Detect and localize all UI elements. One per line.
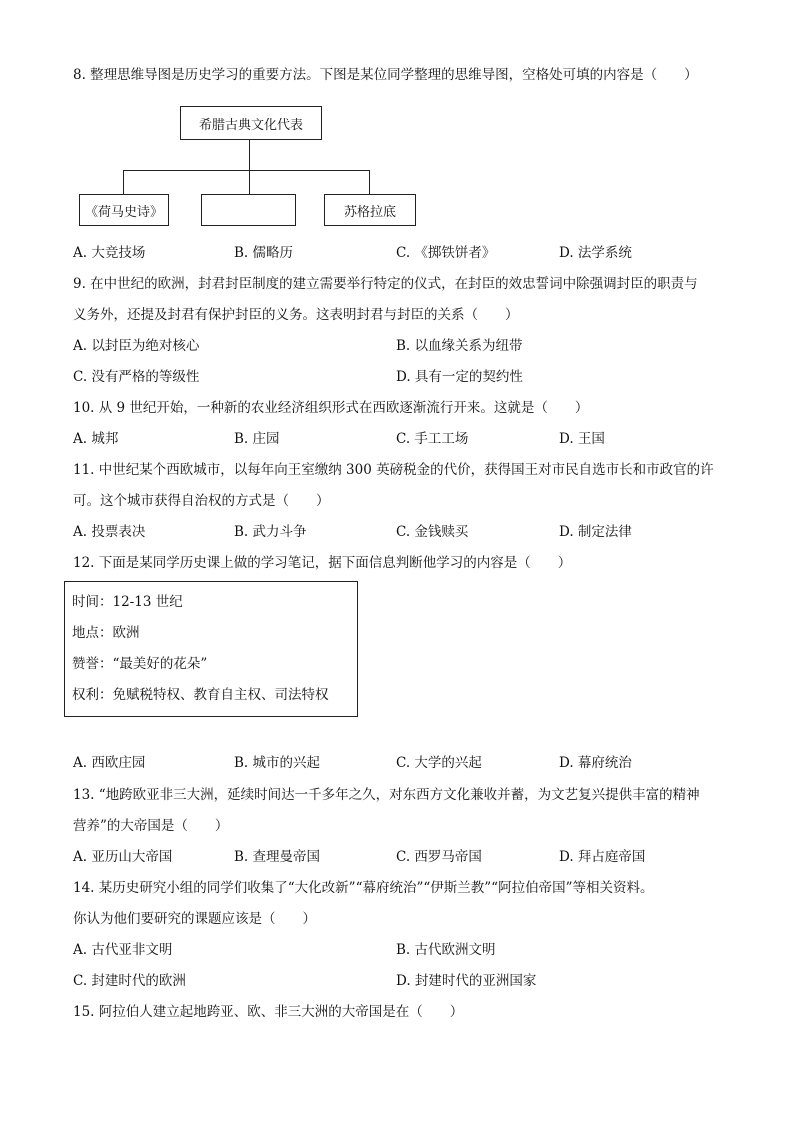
q8-option-c: C. 《掷铁饼者》	[396, 245, 496, 261]
q11-stem-line2: 可。这个城市获得自治权的方式是（ ）	[73, 493, 330, 509]
mindmap-right-node: 苏格拉底	[324, 194, 416, 226]
q8-stem: 8. 整理思维导图是历史学习的重要方法。下图是某位同学整理的思维导图，空格处可填的内容是（ ）	[73, 67, 698, 83]
q14-option-b: B. 古代欧洲文明	[396, 942, 496, 958]
q11-option-c: C. 金钱赎买	[396, 524, 469, 540]
mindmap-connector-vertical	[249, 139, 250, 170]
mindmap-connector-horizontal	[123, 170, 369, 171]
mindmap-blank-node	[201, 194, 296, 226]
note-place: 地点：欧洲	[72, 625, 140, 641]
q14-option-d: D. 封建时代的亚洲国家	[396, 973, 537, 989]
q13-option-b: B. 查理曼帝国	[234, 849, 321, 865]
q10-option-b: B. 庄园	[234, 431, 280, 447]
q8-option-d: D. 法学系统	[559, 245, 632, 261]
q13-option-d: D. 拜占庭帝国	[559, 849, 646, 865]
q11-stem-line1: 11. 中世纪某个西欧城市，以每年向王室缴纳 300 英磅税金的代价，获得国王对市民自选市长和市政官的许	[73, 462, 714, 478]
q12-option-b: B. 城市的兴起	[234, 755, 321, 771]
q14-stem-line2: 你认为他们要研究的课题应该是（ ）	[73, 911, 316, 927]
q11-option-a: A. 投票表决	[73, 524, 146, 540]
q9-option-d: D. 具有一定的契约性	[396, 369, 523, 385]
mindmap-connector-right	[369, 170, 370, 194]
q15-stem: 15. 阿拉伯人建立起地跨亚、欧、非三大洲的大帝国是在（ ）	[73, 1004, 464, 1020]
q14-option-a: A. 古代亚非文明	[73, 942, 173, 958]
mindmap-left-node: 《荷马史诗》	[79, 194, 169, 226]
q8-option-a: A. 大竞技场	[73, 245, 146, 261]
q9-option-b: B. 以血缘关系为纽带	[396, 338, 523, 354]
q13-stem-line1: 13. “地跨欧亚非三大洲，延续时间达一千多年之久，对东西方文化兼收并蓄，为文艺复兴提供丰富的精神	[73, 787, 700, 803]
q12-option-c: C. 大学的兴起	[396, 755, 482, 771]
q12-option-a: A. 西欧庄园	[73, 755, 146, 771]
q13-stem-line2: 营养”的大帝国是（ ）	[73, 818, 229, 834]
q12-option-d: D. 幕府统治	[559, 755, 632, 771]
q10-option-d: D. 王国	[559, 431, 605, 447]
note-rights: 权利：免赋税特权、教育自主权、司法特权	[72, 687, 329, 703]
q8-option-b: B. 儒略历	[234, 245, 294, 261]
q9-option-c: C. 没有严格的等级性	[73, 369, 200, 385]
mindmap-connector-left	[123, 170, 124, 194]
q10-option-c: C. 手工工场	[396, 431, 469, 447]
q9-stem-line1: 9. 在中世纪的欧洲，封君封臣制度的建立需要举行特定的仪式，在封臣的效忠誓词中除强调封臣的职责与	[73, 276, 698, 292]
q14-option-c: C. 封建时代的欧洲	[73, 973, 186, 989]
note-time: 时间：12-13 世纪	[72, 594, 183, 610]
q13-option-c: C. 西罗马帝国	[396, 849, 482, 865]
q9-option-a: A. 以封臣为绝对核心	[73, 338, 200, 354]
note-praise: 赞誉：“最美好的花朵”	[72, 656, 208, 672]
q11-option-b: B. 武力斗争	[234, 524, 307, 540]
q10-option-a: A. 城邦	[73, 431, 119, 447]
q11-option-d: D. 制定法律	[559, 524, 632, 540]
q14-stem-line1: 14. 某历史研究小组的同学们收集了“大化改新”“幕府统治”“伊斯兰教”“阿拉伯帝国”等相关资料。	[73, 880, 654, 896]
q10-stem: 10. 从 9 世纪开始，一种新的农业经济组织形式在西欧逐渐流行开来。这就是（ ）	[73, 400, 589, 416]
q12-stem: 12. 下面是某同学历史课上做的学习笔记，据下面信息判断他学习的内容是（ ）	[73, 555, 572, 571]
mindmap-root: 希腊古典文化代表	[180, 106, 322, 140]
mindmap-connector-middle	[249, 170, 250, 194]
q13-option-a: A. 亚历山大帝国	[73, 849, 173, 865]
q9-stem-line2: 义务外，还提及封君有保护封臣的义务。这表明封君与封臣的关系（ ）	[73, 307, 519, 323]
